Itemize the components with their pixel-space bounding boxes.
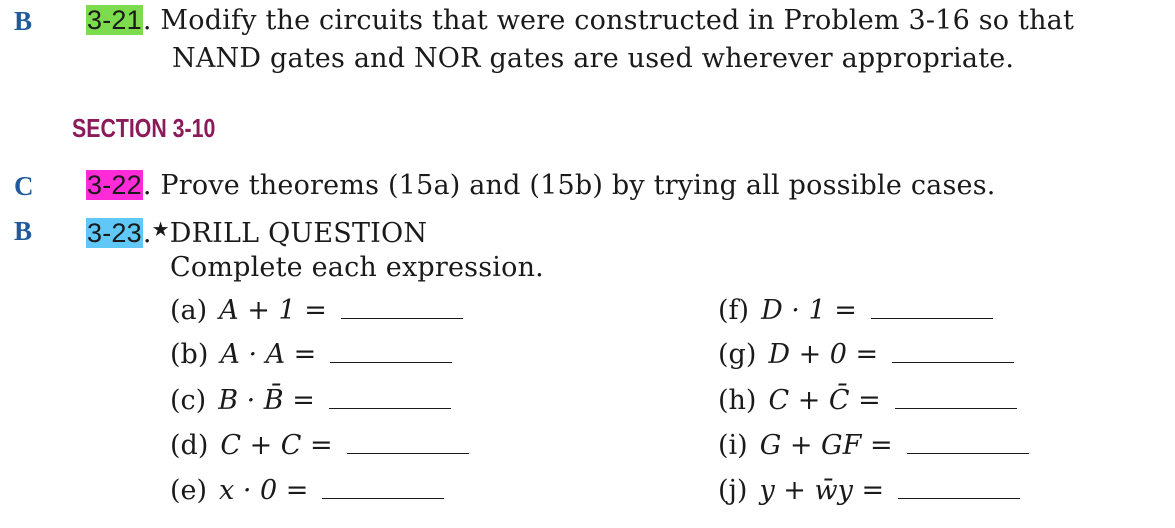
- drill-item-j: [718, 475, 1020, 506]
- problem-3-22-text: . Prove theorems (15a) and (15b) by trying all possible cases.: [142, 170, 996, 201]
- problem-3-23-heading-line: [86, 211, 427, 252]
- drill-item-expression: x · 0 =: [219, 475, 309, 506]
- drill-item-label: (g): [718, 339, 757, 370]
- drill-item-expression: A · A =: [220, 339, 317, 370]
- drill-question-heading: DRILL QUESTION: [169, 218, 428, 249]
- drill-item-expression: B · B̄ =: [218, 385, 315, 416]
- answer-blank[interactable]: [871, 296, 993, 319]
- drill-item-expression: C + C̄ =: [768, 385, 881, 416]
- drill-item-label: (i): [718, 430, 748, 461]
- drill-item-g: [718, 339, 1014, 370]
- drill-item-expression: A + 1 =: [219, 295, 327, 326]
- drill-item-b: [170, 339, 452, 370]
- drill-item-i: [718, 430, 1029, 461]
- answer-blank[interactable]: [892, 340, 1014, 363]
- problem-number-3-23: 3-23: [87, 218, 142, 248]
- answer-blank[interactable]: [329, 386, 451, 409]
- drill-item-expression: C + C =: [220, 430, 333, 461]
- drill-item-label: (f): [718, 295, 750, 326]
- problem-3-23-dot: .: [142, 218, 152, 249]
- drill-item-label: (j): [718, 475, 748, 506]
- star-icon: ★: [151, 217, 170, 241]
- drill-item-expression: y + w̄y =: [759, 475, 885, 506]
- drill-item-label: (a): [170, 295, 208, 326]
- problem-3-21-text: . Modify the circuits that were constructed in Problem 3-16 so that: [142, 5, 1075, 36]
- drill-item-label: (h): [718, 385, 757, 416]
- drill-item-c: [170, 385, 451, 416]
- drill-item-label: (d): [170, 430, 209, 461]
- drill-item-expression: D · 1 =: [761, 295, 857, 326]
- drill-item-label: (c): [170, 385, 207, 416]
- answer-blank[interactable]: [347, 431, 469, 454]
- problem-3-21-line2: NAND gates and NOR gates are used wherever appropriate.: [172, 43, 1015, 74]
- drill-item-a: [170, 295, 463, 326]
- difficulty-level-3-21: B: [14, 6, 33, 36]
- answer-blank[interactable]: [895, 386, 1017, 409]
- answer-blank[interactable]: [907, 431, 1029, 454]
- answer-blank[interactable]: [898, 476, 1020, 499]
- drill-item-label: (b): [170, 339, 209, 370]
- difficulty-level-3-23: B: [14, 216, 33, 246]
- drill-item-d: [170, 430, 469, 461]
- answer-blank[interactable]: [341, 296, 463, 319]
- drill-item-label: (e): [170, 475, 208, 506]
- drill-item-h: [718, 385, 1017, 416]
- problem-3-22-line: [86, 167, 996, 204]
- answer-blank[interactable]: [322, 476, 444, 499]
- problem-number-3-21: 3-21: [87, 5, 142, 35]
- problem-3-21-line1: [86, 2, 1074, 39]
- drill-item-e: [170, 475, 444, 506]
- drill-item-expression: D + 0 =: [768, 339, 879, 370]
- section-heading: SECTION 3-10: [72, 113, 216, 143]
- difficulty-level-3-22: C: [14, 171, 34, 201]
- problem-number-3-22: 3-22: [87, 170, 142, 200]
- drill-item-f: [718, 295, 993, 326]
- answer-blank[interactable]: [330, 340, 452, 363]
- drill-item-expression: G + GF =: [759, 430, 893, 461]
- drill-instruction: Complete each expression.: [170, 252, 544, 283]
